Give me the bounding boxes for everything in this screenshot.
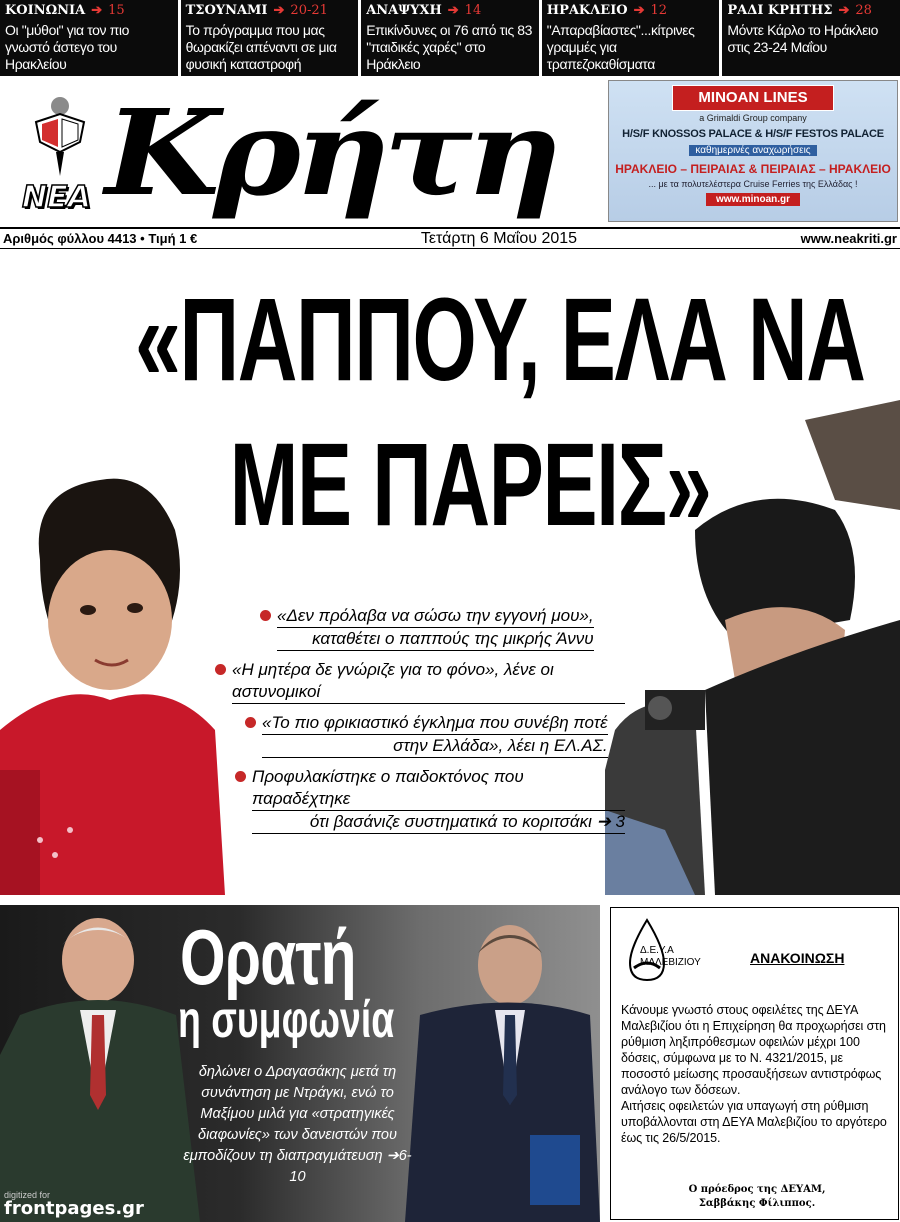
ad-route: ΗΡΑΚΛΕΙΟ – ΠΕΙΡΑΙΑΣ & ΠΕΙΡΑΙΑΣ – ΗΡΑΚΛΕΙΟ [615,162,891,176]
ad-brand: MINOAN LINES [672,85,834,111]
deya-org: Δ.Ε.Υ.Α ΜΑΛΕΒΙΖΙΟΥ [640,945,701,968]
website-link[interactable]: www.neakriti.gr [800,231,897,246]
teaser-page: 28 [855,3,872,18]
masthead-title: Κρήτη [105,83,556,222]
ad-tagline: ... με τα πολυτελέστερα Cruise Ferries της Ελλάδας ! [648,179,858,189]
teaser-tsounami[interactable] [181,0,362,76]
notice-title: ΑΝΑΚΟΙΝΩΣΗ [750,950,845,966]
credit-small: digitized for [4,1190,51,1200]
bullet-text: «Το πιο φρικιαστικό έγκλημα που συνέβη ποτέ στην Ελλάδα», λέει η ΕΛ.ΑΣ. [262,712,608,758]
ad-daily: καθημερινές αναχωρήσεις [689,145,816,156]
arrow-icon: ➔ [838,3,850,18]
credit-brand: frontpages.gr [4,1198,144,1219]
teaser-page: 12 [650,3,668,18]
bullet-dot-icon [260,610,271,621]
teaser-page: 20-21 [290,3,328,18]
ad-subtitle: a Grimaldi Group company [699,113,807,123]
masthead-nea: ΝΕΑ [22,180,91,215]
bullet-item [215,659,625,704]
headline-line-1: «ΠΑΠΠΟΥ, ΕΛΑ ΝΑ [135,274,865,406]
story2-title-1: Ορατή [180,913,356,1001]
teaser-anapsyxi[interactable] [361,0,542,76]
teaser-section: ΚΟΙΝΩΝΙΑ [5,3,86,18]
teaser-bar [0,0,900,76]
teaser-section: ΗΡΑΚΛΕΙΟ [546,3,628,18]
ad-url[interactable]: www.minoan.gr [706,193,800,206]
teaser-radi[interactable] [722,0,900,76]
teaser-page: 14 [464,3,482,18]
teaser-page: 15 [108,3,125,18]
bullet-item [245,712,625,758]
arrow-icon: ➔ [633,3,645,18]
notice-body-1: Κάνουμε γνωστό στους οφειλέτες της ΔΕΥΑ Μαλεβιζίου ότι η Επιχείρηση θα προχωρήσει στη ρύθμιση ληξιπρόθεσμων οφειλών μέχρι 100 δόσεις, σύμφωνα με το Ν. 4321/2015, με ποσοστό μείωσης προσαυξήσεων αντιστρόφως ανάλογο των δόσεων. [621,1003,886,1097]
teaser-section: ΡΑΔΙ ΚΡΗΤΗΣ [727,3,833,18]
teaser-irakleio[interactable] [542,0,723,76]
bullet-item [235,766,625,834]
bullet-text: «Δεν πρόλαβα να σώσω την εγγονή μου», καταθέτει ο παππούς της μικρής Άννυ [277,605,594,651]
newspaper-logo-icon [28,92,92,178]
notice-signature: Ο πρόεδρος της ΔΕΥΑΜ, Σαββάκης Φίλιππος. [688,1184,826,1209]
ad-ships: H/S/F KNOSSOS PALACE & H/S/F FESTOS PALACE [622,128,884,140]
teaser-section: ΑΝΑΨΥΧΗ [366,3,442,18]
issue-date: Τετάρτη 6 Μαΐου 2015 [420,229,578,247]
arrow-icon: ➔ [447,3,459,18]
bullet-dot-icon [235,771,246,782]
teaser-section: ΤΣΟΥΝΑΜΙ [185,3,268,18]
notice-body [621,1002,893,1146]
headline-line-2: ΜΕ ΠΑΡΕΙΣ» [229,419,711,551]
bullet-text: «Η μητέρα δε γνώριζε για το φόνο», λένε οι αστυνομικοί [232,659,625,704]
story2-subtext: δηλώνει ο Δραγασάκης μετά τη συνάντηση με Ντράγκι, ενώ το Μαξίμου μιλά για «στρατηγικές διαφωνίες» των δανειστών που εμποδίζουν τη διαπραγμάτευση ➔6-10 [183,1064,412,1185]
bullet-text: Προφυλακίστηκε ο παιδοκτόνος που παραδέχτηκε ότι βασάνιζε συστηματικά το κοριτσάκι ➔ 3 [252,766,625,834]
teaser-text: Οι "μύθοι" για τον πιο γνωστό άστεγο του Ηρακλείου [5,22,129,72]
teaser-text: Μόντε Κάρλο το Ηράκλειο στις 23-24 Μαΐου [727,22,879,55]
main-headline [0,260,900,550]
arrow-icon: ➔ [91,3,103,18]
bullet-dot-icon [215,664,226,675]
bullet-item [260,605,625,651]
headline-bullets [205,605,625,842]
story2-title-2: η συμφωνία [178,991,395,1049]
teaser-text: Το πρόγραμμα που μας θωρακίζει απέναντι σε μια φυσική καταστροφή [185,22,337,72]
issue-number: Αριθμός φύλλου 4413 • Τιμή 1 € [3,231,198,246]
teaser-text: "Απαραβίαστες"...κίτρινες γραμμές για τραπεζοκαθίσματα [546,22,695,72]
teaser-text: Επικίνδυνες οι 76 από τις 83 "παιδικές χαρές" στο Ηράκλειο [366,22,533,72]
teaser-koinonia[interactable] [0,0,181,76]
minoan-lines-ad[interactable] [608,80,898,222]
dateline [0,227,900,249]
notice-body-2: Αιτήσεις οφειλετών για υπαγωγή στη ρύθμιση υποβάλλονται στη ΔΕΥΑ Μαλεβιζίου το αργότερο έως τις 26/5/2015. [621,1099,887,1145]
arrow-icon: ➔ [273,3,285,18]
bullet-dot-icon [245,717,256,728]
